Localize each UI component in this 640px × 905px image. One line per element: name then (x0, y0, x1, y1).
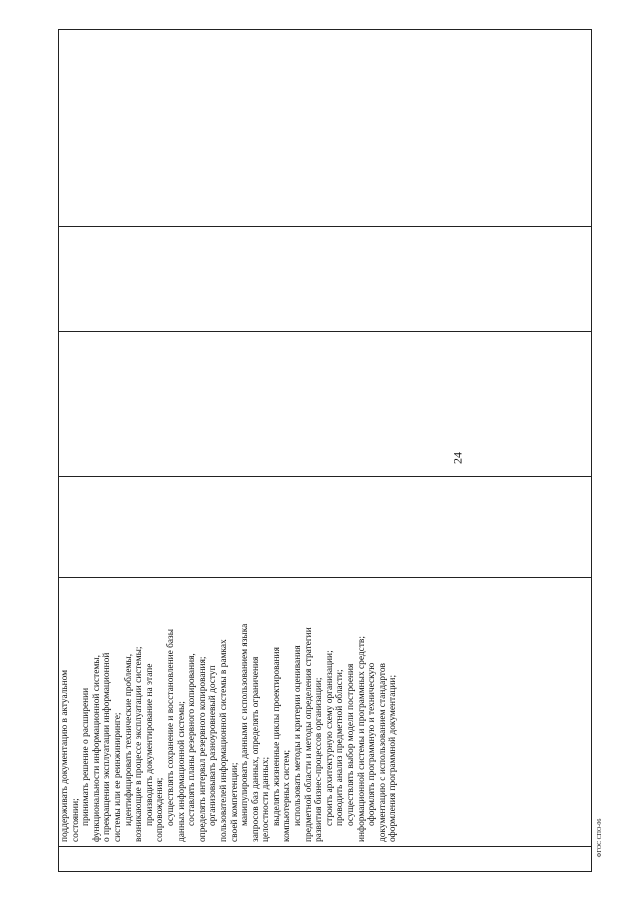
skill-line: состоянии; (70, 798, 81, 842)
skill-line: оформлять программную и техническую (367, 662, 378, 826)
competency-table (58, 29, 592, 872)
skill-line: документацию с использованием стандартов (377, 663, 388, 842)
skill-line: манипулировать данными с использованием языка (240, 623, 251, 826)
skill-line: оформления программной документации; (388, 674, 399, 842)
skill-line: функциональности информационной системы, (91, 655, 102, 842)
table-row (59, 30, 592, 872)
skill-line: своей компетенции; (229, 762, 240, 842)
skill-line: компьютерных систем; (282, 749, 293, 842)
skill-line: поддерживать документацию в актуальном (60, 669, 70, 842)
skill-line: пользователей информационной системы в рамках (218, 639, 229, 842)
skill-line: сопровождения; (155, 777, 166, 842)
skill-line: осуществлять выбор модели построения (346, 663, 357, 826)
skill-line: использовать методы и критерии оценивания (293, 645, 304, 826)
skill-line: идентифицировать технические проблемы, (123, 653, 134, 826)
skill-line: осуществлять сохранение и восстановление базы (165, 628, 176, 826)
skill-line: запросов баз данных, определять ограничения (250, 656, 261, 842)
skill-line: информационной системы и программных средств; (356, 636, 367, 842)
skill-line: организовывать разноуровневый доступ (208, 665, 219, 826)
skill-line: строить архитектурную схему организации; (324, 650, 335, 826)
skill-line: развития бизнес-процессов организации; (314, 677, 325, 842)
skill-line: системы или ее реинжиниринге; (112, 712, 123, 842)
table-cell-empty-4 (59, 227, 592, 332)
table-cell-skills (59, 578, 592, 847)
skill-line: данных информационной системы; (176, 701, 187, 842)
table-cell-empty-2 (59, 477, 592, 578)
page-number: 24 (450, 452, 465, 464)
table-cell-empty-5 (59, 30, 592, 227)
skill-line: определять интервал резервного копирования; (197, 656, 208, 842)
skill-line: целостности данных; (261, 756, 272, 842)
table-cell-empty-1 (59, 847, 592, 872)
skill-line: проводить анализ предметной области; (335, 669, 346, 826)
rotated-table (58, 42, 592, 872)
skill-line: принимать решение о расширении (81, 687, 92, 826)
skills-list (60, 580, 399, 842)
skill-line: производить документирование на этапе (144, 663, 155, 826)
footer-code: ФГОС СПО-06 (597, 818, 603, 858)
skill-line: о прекращении эксплуатации информационной (102, 652, 113, 842)
skill-line: составлять планы резервного копирования, (187, 653, 198, 826)
skill-line: возникающие в процессе эксплуатации системы; (134, 646, 145, 842)
table-cell-empty-3 (59, 332, 592, 477)
skill-line: выделять жизненные циклы проектирования (271, 647, 282, 826)
skill-line: предметной области и методы определения стратегии (303, 627, 314, 842)
